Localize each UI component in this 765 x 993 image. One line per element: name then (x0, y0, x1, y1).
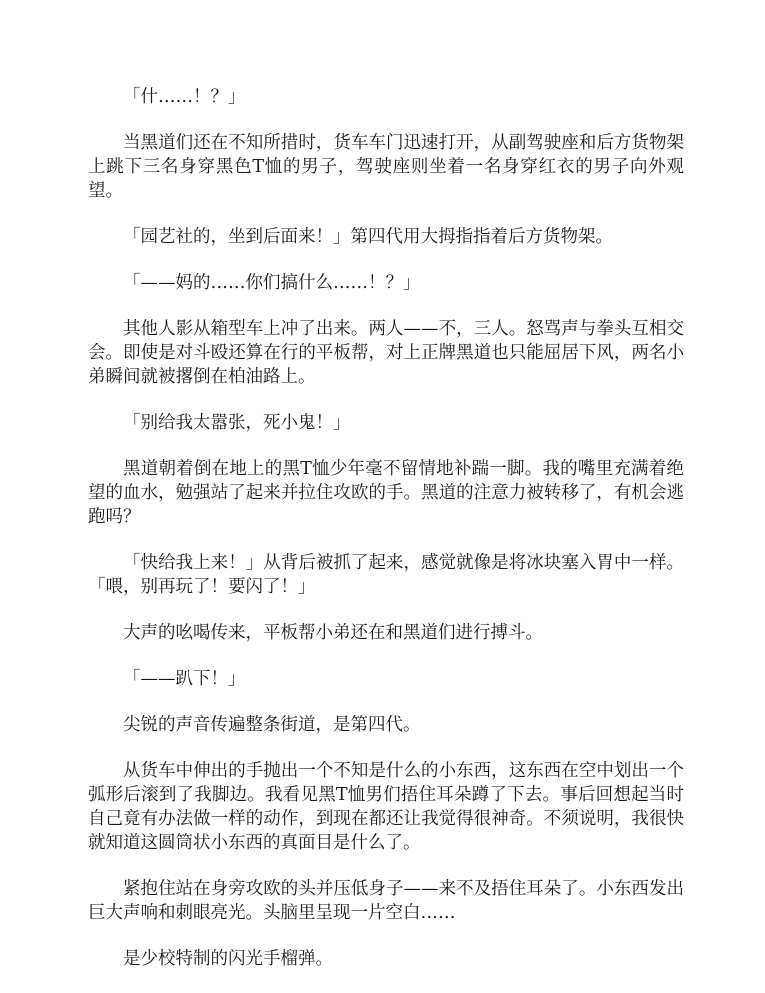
paragraph-13: 紧抱住站在身旁攻欧的头并压低身子——来不及捂住耳朵了。小东西发出巨大声响和刺眼亮光。头脑里呈现一片空白…… (88, 879, 684, 923)
paragraph-10: 「——趴下！」 (123, 669, 246, 689)
paragraph-3: 「园艺社的，坐到后面来！」第四代用大拇指指着后方货物架。 (123, 227, 613, 247)
paragraph-12: 从货车中伸出的手抛出一个不知是什么的小东西，这东西在空中划出一个弧形后滚到了我脚边。我看见黑T恤男们捂住耳朵蹲了下去。事后回想起当时自己竟有办法做一样的动作，到现在都还让我觉得很神奇。不须说明，我很快就知道这圆筒状小东西的真面目是什么了。 (88, 761, 684, 853)
paragraph-5: 其他人影从箱型车上冲了出来。两人——不，三人。怒骂声与拳头互相交会。即使是对斗殴还算在行的平板帮，对上正牌黑道也只能屈居下风，两名小弟瞬间就被撂倒在柏油路上。 (88, 319, 684, 387)
paragraph-9: 大声的吆喝传来，平板帮小弟还在和黑道们进行搏斗。 (123, 623, 543, 643)
paragraph-8: 「快给我上来！」从背后被抓了起来，感觉就像是将冰块塞入胃中一样。「喂，别再玩了！要闪了！」 (88, 553, 684, 597)
paragraph-14: 是少校特制的闪光手榴弹。 (123, 949, 333, 969)
paragraph-7: 黑道朝着倒在地上的黑T恤少年毫不留情地补踹一脚。我的嘴里充满着绝望的血水，勉强站了起来并拉住攻欧的手。黑道的注意力被转移了，有机会逃跑吗？ (88, 459, 684, 527)
paragraph-2: 当黑道们还在不知所措时，货车车门迅速打开，从副驾驶座和后方货物架上跳下三名身穿黑色T恤的男子，驾驶座则坐着一名身穿红衣的男子向外观望。 (88, 133, 684, 201)
paragraph-11: 尖锐的声音传遍整条街道，是第四代。 (123, 715, 421, 735)
paragraph-1: 「什……！？」 (123, 87, 246, 107)
paragraph-6: 「别给我太嚣张，死小鬼！」 (123, 413, 351, 433)
paragraph-4: 「——妈的……你们搞什么……！？」 (123, 273, 421, 293)
document-page (88, 85, 684, 993)
